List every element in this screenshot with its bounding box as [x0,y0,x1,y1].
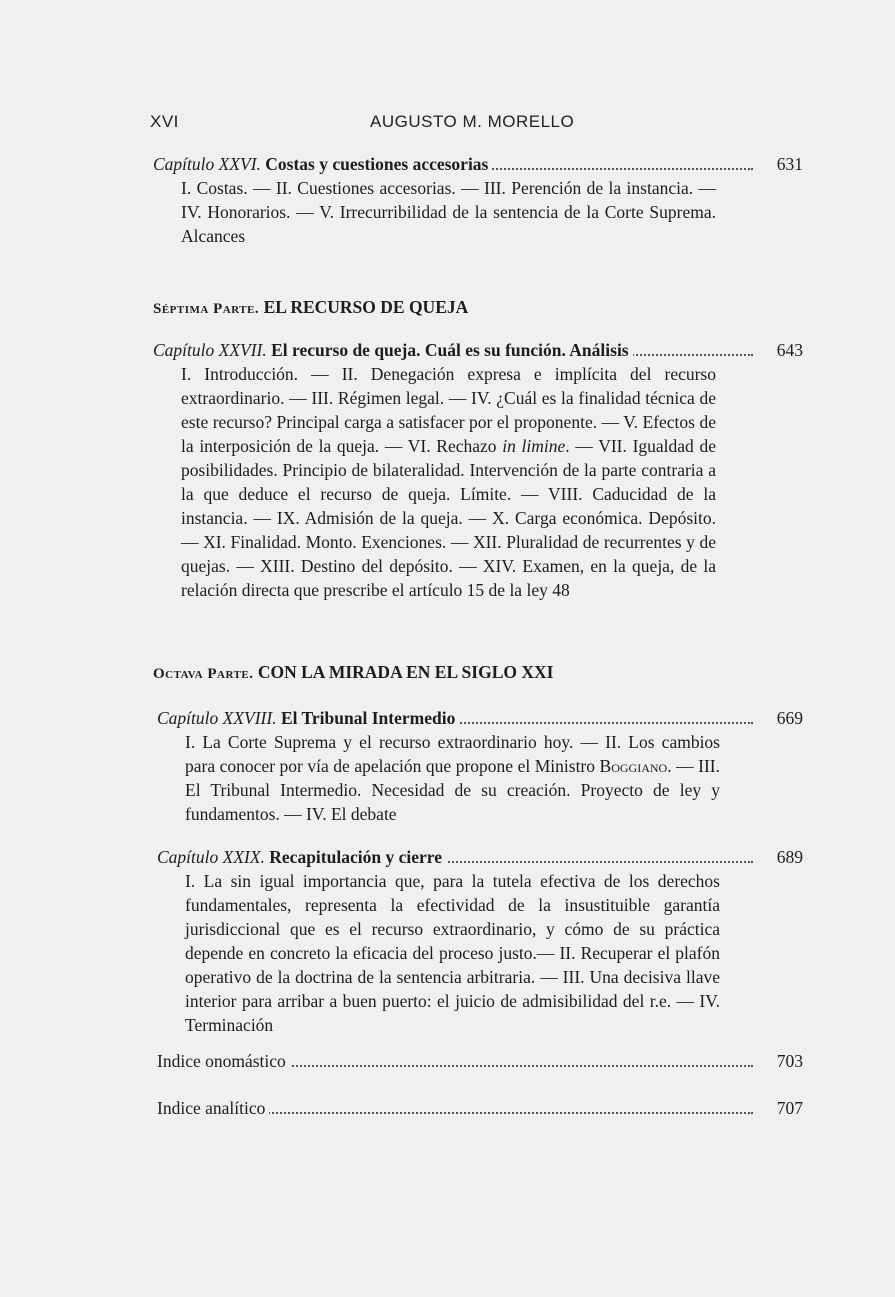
chapter-heading [153,340,633,360]
chapter-heading [153,154,492,174]
page-ref: 631 [772,152,803,176]
summary-part: I. La Corte Suprema y el recurso extraordinario hoy. — II. Los cambios para conocer por vía de apelación que propone el Ministro [185,732,720,776]
chapter-title: El Tribunal Intermedio [280,708,456,728]
part-title: EL RECURSO DE QUEJA [263,297,469,317]
toc-entry-heading [153,152,803,176]
chapter-title: El recurso de queja. Cuál es su función. Análisis [271,340,629,360]
chapter-summary [185,730,720,826]
part-label: Octava Parte. [153,666,254,682]
part-heading-8 [153,660,553,686]
part-title: CON LA MIRADA EN EL SIGLO XXI [257,662,554,682]
page-ref: 669 [772,706,803,730]
summary-part: I. Introducción. — II. Denegación expresa e implícita del recurso extraordinario. — III. Régimen legal. — IV. ¿Cuál es la finalidad técnica de este recurso? Principal carga a satisfacer por el proponente. — V. Efectos de la interposición de la queja. — VI. Rechazo [181,364,716,456]
chapter-heading [157,708,459,728]
page-ref: 707 [772,1096,803,1120]
toc-index-onomastico [157,1049,803,1073]
chapter-label: Capítulo XXVI. [153,154,261,174]
chapter-title: Recapitulación y cierre [269,847,442,867]
chapter-heading [157,847,446,867]
toc-entry-heading [157,1096,803,1120]
summary-smallcaps: Boggiano [599,756,668,776]
index-label: Indice onomástico [157,1051,290,1071]
toc-entry-chapter-28 [157,706,803,826]
chapter-summary [181,362,716,602]
running-header-author: AUGUSTO M. MORELLO [370,112,575,131]
part-label: Séptima Parte. [153,301,260,317]
chapter-label: Capítulo XXVII. [153,340,267,360]
summary-italic: in limine [502,436,566,456]
index-label: Indice analítico [157,1098,269,1118]
part-heading-7 [153,295,468,321]
summary-part: . — VII. Igualdad de posibilidades. Principio de bilateralidad. Intervención de la parte contraria a la que deduce el recurso de queja. Límite. — VIII. Caducidad de la instancia. — IX. Admisión de la queja. — X. Carga económica. Depósito. — XI. Finalidad. Monto. Exenciones. — XII. Pluralidad de recurrentes y de quejas. — XIII. Destino del depósito. — XIV. Examen, en la queja, de la relación directa que prescribe el artículo 15 de la ley 48 [181,436,716,600]
toc-entry-chapter-27 [153,338,803,602]
page-ref: 703 [772,1049,803,1073]
toc-entry-heading [157,1049,803,1073]
summary-part: . — III. El Tribunal Intermedio. Necesidad de su creación. Proyecto de ley y fundamentos. — IV. El debate [185,756,721,824]
page-ref: 689 [772,845,803,869]
page-ref: 643 [772,338,803,362]
toc-index-analitico [157,1096,803,1120]
toc-entry-heading [153,338,803,362]
toc-entry-heading [157,845,803,869]
chapter-label: Capítulo XXVIII. [157,708,277,728]
toc-entry-heading [157,706,803,730]
chapter-title: Costas y cuestiones accesorias [265,154,489,174]
toc-entry-chapter-29 [157,845,803,1037]
toc-entry-chapter-26 [153,152,803,248]
chapter-summary: I. La sin igual importancia que, para la tutela efectiva de los derechos fundamentales, representa la efectividad de la insustituible garantía jurisdiccional que es el recurso extraordinario, y cómo de su práctica depende en concreto la eficacia del proceso justo.— II. Recuperar el plafón operativo de la doctrina de la sentencia arbitraria. — III. Una decisiva llave interior para arribar a buen puerto: el juicio de admisibilidad del r.e. — IV. Terminación [185,871,720,1035]
chapter-label: Capítulo XXIX. [157,847,265,867]
chapter-summary: I. Costas. — II. Cuestiones accesorias. — III. Perención de la instancia. — IV. Honorarios. — V. Irrecurribilidad de la sentencia de la Corte Suprema. Alcances [181,178,716,246]
page-number: XVI [150,112,179,131]
